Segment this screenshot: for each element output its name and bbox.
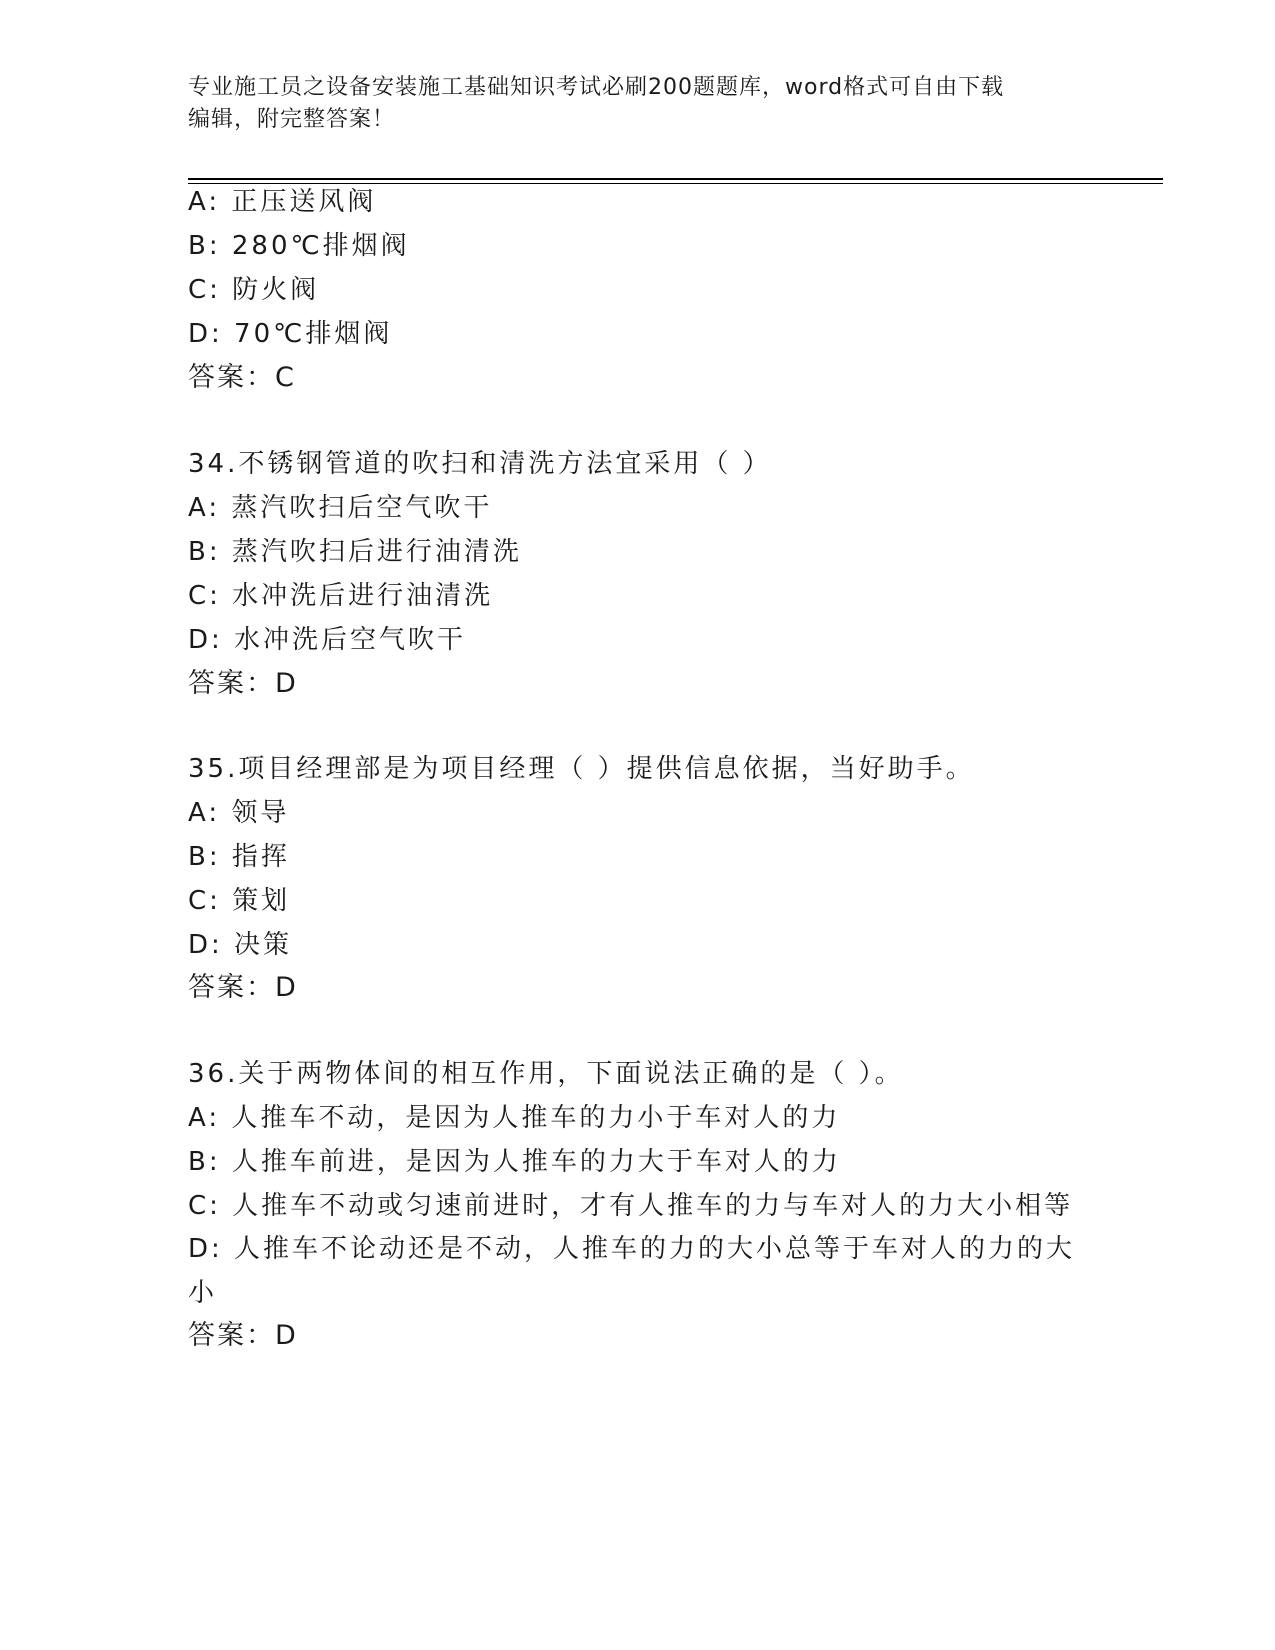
q36-option-d: D: 人推车不论动还是不动，人推车的力的大小总等于车对人的力的大 — [188, 1234, 1076, 1264]
q34-option-d: D: 水冲洗后空气吹干 — [188, 625, 467, 655]
q33-option-d: D: 70℃排烟阀 — [188, 319, 393, 349]
header-title-line1: 专业施工员之设备安装施工基础知识考试必刷200题题库，word格式可自由下载 — [188, 75, 1005, 100]
q36-option-c: C: 人推车不动或匀速前进时，才有人推车的力与车对人的力大小相等 — [188, 1191, 1074, 1221]
q35-option-a: A: 领导 — [188, 798, 290, 828]
header-divider-thin — [188, 183, 1163, 184]
q34-question: 34.不锈钢管道的吹扫和清洗方法宜采用（ ） — [188, 449, 772, 479]
q33-option-a: A: 正压送风阀 — [188, 187, 377, 217]
q36-option-b: B: 人推车前进，是因为人推车的力大于车对人的力 — [188, 1147, 841, 1177]
q36-option-d-continued: 小 — [188, 1278, 218, 1308]
document-header — [188, 72, 1088, 136]
q34-option-a: A: 蒸汽吹扫后空气吹干 — [188, 493, 493, 523]
q34-answer: 答案：D — [188, 668, 298, 699]
q35-option-b: B: 指挥 — [188, 842, 290, 872]
q36-question: 36.关于两物体间的相互作用，下面说法正确的是（ ）。 — [188, 1059, 904, 1089]
q33-option-b: B: 280℃排烟阀 — [188, 231, 410, 261]
q35-answer: 答案：D — [188, 972, 298, 1003]
q34-option-b: B: 蒸汽吹扫后进行油清洗 — [188, 537, 522, 567]
q33-answer: 答案：C — [188, 362, 296, 393]
q36-answer: 答案：D — [188, 1320, 298, 1351]
q35-question: 35.项目经理部是为项目经理（ ）提供信息依据，当好助手。 — [188, 754, 975, 784]
header-title-line2: 编辑，附完整答案！ — [188, 107, 396, 132]
q33-option-c: C: 防火阀 — [188, 275, 320, 305]
header-divider-thick — [188, 178, 1163, 180]
q34-option-c: C: 水冲洗后进行油清洗 — [188, 581, 494, 611]
q35-option-c: C: 策划 — [188, 886, 291, 916]
q36-option-a: A: 人推车不动，是因为人推车的力小于车对人的力 — [188, 1103, 841, 1133]
q35-option-d: D: 决策 — [188, 930, 293, 960]
